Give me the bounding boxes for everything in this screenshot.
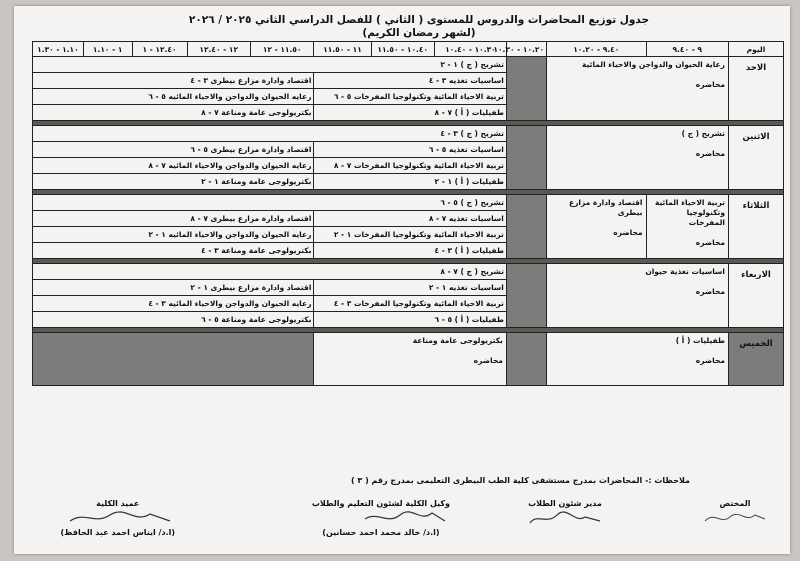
section-cell: بكتريولوجى عامة ومناعة ١ - ٢	[33, 174, 314, 190]
schedule-document	[14, 6, 790, 554]
time-header: ١٠.٤٠ - ١١.٥٠	[371, 42, 434, 57]
time-header: ١٠.٣٠ - ١٠.٤٠	[434, 42, 506, 57]
section-cell: رعايه الحيوان والدواجن والاحياء المائيه ٣ - ٤	[33, 296, 314, 312]
section-cell: رعايه الحيوان والدواجن والاحياء المائيه ١ - ٢	[33, 227, 314, 243]
section-cell: بكتريولوجى عامة ومناعة ٧ - ٨	[33, 105, 314, 121]
section-cell: تشريح ( ج ) ١ - ٢	[33, 57, 507, 73]
section-cell: تشريح ( ج ) ٥ - ٦	[33, 195, 507, 211]
section-cell: اقتصاد وادارة مزارع بيطرى ٣ - ٤	[33, 73, 314, 89]
lecture-cell: رعاية الحيوان والدواجن والاحياء المائية محاضره	[547, 57, 729, 121]
section-cell: رعايه الحيوان والدواجن والاحياء المائيه ٧ - ٨	[33, 158, 314, 174]
day-row	[33, 333, 784, 386]
section-cell: طفيليات ( أ ) ١ - ٢	[314, 174, 506, 190]
day-name: الثلاثاء	[729, 195, 784, 259]
section-cell: تشريح ( ج ) ٣ - ٤	[33, 126, 507, 142]
day-row	[33, 57, 784, 73]
time-header: ١٢ - ١٢.٤٠	[187, 42, 250, 57]
section-cell: اساسيات تغذيه ١ - ٢	[314, 280, 506, 296]
header-row	[33, 42, 784, 57]
time-header: ١٢.٤٠ - ١	[132, 42, 187, 57]
section-cell: اساسيات تغذيه ٣ - ٤	[314, 73, 506, 89]
signature-dean: عميد الكلية (ا.د/ ايناس احمد عبد الحافظ)	[60, 499, 175, 537]
day-row	[33, 264, 784, 280]
handwritten-signature-icon	[700, 509, 770, 527]
time-header: ١٠.٢٠ - ١٠.٣٠	[506, 42, 546, 57]
time-header: ١ - ١.١٠	[83, 42, 132, 57]
day-name: الاربعاء	[729, 264, 784, 328]
section-cell: اساسيات تغذيه ٧ - ٨	[314, 211, 506, 227]
notes-line: ملاحظات :- المحاضرات بمدرج مستشفى كلية الطب البيطرى التعليمى بمدرج رقم ( ٣ )	[350, 476, 690, 485]
section-cell: طفيليات ( أ ) ٣ - ٤	[314, 243, 506, 259]
section-cell: تربية الاحياء المائية وتكنولوجيا المفرخات ٧ - ٨	[314, 158, 506, 174]
time-header: ١.١٠ - ١.٣٠	[33, 42, 84, 57]
day-name: الخميس	[729, 333, 784, 386]
empty-cell	[33, 333, 314, 386]
break-cell	[506, 126, 546, 190]
section-cell: اقتصاد وادارة مزارع بيطرى ١ - ٢	[33, 280, 314, 296]
section-cell: رعايه الحيوان والدواجن والاحياء المائيه ٥ - ٦	[33, 89, 314, 105]
day-name: الاثنين	[729, 126, 784, 190]
signature-vice-dean: وكيل الكلية لشئون التعليم والطلاب (ا.د/ خالد محمد احمد حسانين)	[311, 499, 450, 537]
break-cell	[506, 264, 546, 328]
section-cell: تربية الاحياء المائية وتكنولوجيا المفرخات ١ - ٢	[314, 227, 506, 243]
handwritten-signature-icon	[65, 509, 175, 527]
day-row	[33, 126, 784, 142]
day-header: اليوم	[729, 42, 784, 57]
schedule-table	[32, 41, 784, 386]
section-cell: بكتريولوجى عامة ومناعة ٥ - ٦	[33, 312, 314, 328]
section-cell: طفيليات ( أ ) ٧ - ٨	[314, 105, 506, 121]
day-row	[33, 195, 784, 211]
break-cell	[506, 195, 546, 259]
lecture-cell: تربية الاحياء المائية وتكنولوجيا المفرخات محاضره	[646, 195, 729, 259]
section-cell: تربية الاحياء المائية وتكنولوجيا المفرخات ٥ - ٦	[314, 89, 506, 105]
section-cell: اساسيات تغذيه ٥ - ٦	[314, 142, 506, 158]
section-cell: طفيليات ( أ ) ٥ - ٦	[314, 312, 506, 328]
break-cell	[506, 57, 546, 121]
section-cell: تربية الاحياء المائية وتكنولوجيا المفرخات ٣ - ٤	[314, 296, 506, 312]
time-header: ١١.٥٠ - ١٢	[250, 42, 313, 57]
time-header: ١١ - ١١.٥٠	[314, 42, 371, 57]
signature-specialist: المختص	[700, 498, 770, 527]
lecture-cell: تشريح ( ج ) محاضره	[547, 126, 729, 190]
time-header: ٩.٤٠ - ١٠.٢٠	[547, 42, 646, 57]
section-cell: اقتصاد وادارة مزارع بيطرى ٥ - ٦	[33, 142, 314, 158]
section-cell: بكتريولوجى عامة ومناعة ٣ - ٤	[33, 243, 314, 259]
lecture-cell: اقتصاد وادارة مزارع بيطرى محاضره	[547, 195, 646, 259]
break-cell	[506, 333, 546, 386]
handwritten-signature-icon	[360, 509, 450, 527]
section-cell: اقتصاد وادارة مزارع بيطرى ٧ - ٨	[33, 211, 314, 227]
lecture-cell: طفيليات ( أ ) محاضره	[547, 333, 729, 386]
time-header: ٩ - ٩.٤٠	[646, 42, 729, 57]
handwritten-signature-icon	[525, 509, 605, 527]
day-name: الاحد	[729, 57, 784, 121]
signature-student-affairs: مدير شئون الطلاب	[525, 498, 605, 527]
lecture-cell: اساسيات تغذية حيوان محاضره	[547, 264, 729, 328]
section-cell: تشريح ( ج ) ٧ - ٨	[33, 264, 507, 280]
document-title: جدول توزيع المحاضرات والدروس للمستوى ( الثاني ) للفصل الدراسي الثاني ٢٠٢٥ / ٢٠٢٦ (لشهر رمضان الكريم)	[188, 14, 650, 39]
lecture-cell: بكتريولوجى عامة ومناعة محاضره	[314, 333, 506, 386]
